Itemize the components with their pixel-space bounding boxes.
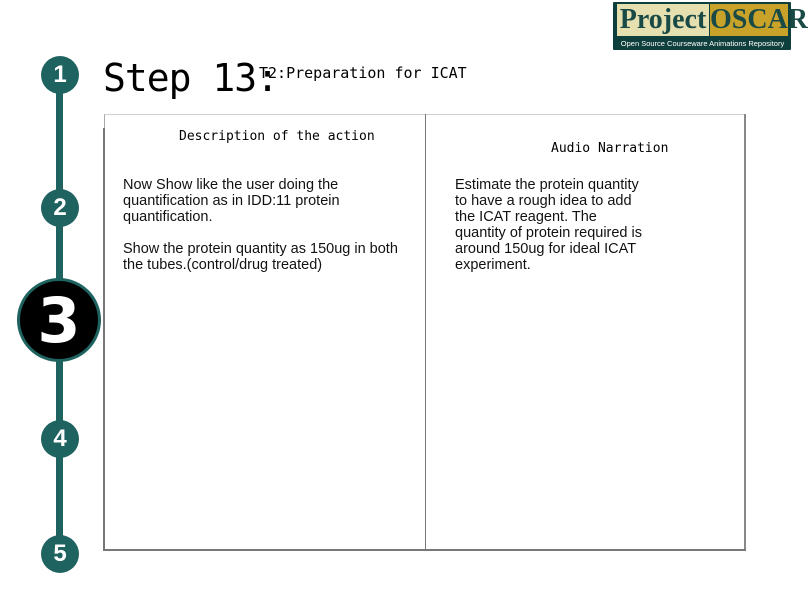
logo-project-text: Project: [617, 4, 709, 36]
logo-tagline: Open Source Courseware Animations Repository: [620, 39, 785, 48]
step-1-marker[interactable]: [41, 56, 79, 94]
description-paragraph-2: Show the protein quantity as 150ug in both the tubes.(control/drug treated): [123, 241, 398, 273]
step-3-marker-active[interactable]: [17, 278, 101, 362]
step-5-marker[interactable]: [41, 535, 79, 573]
narration-paragraph: Estimate the protein quantity to have a rough idea to add the ICAT reagent. The quantity of protein required is around 150ug for ideal ICAT experiment.: [455, 177, 642, 273]
step-title: Step 13:: [103, 56, 279, 100]
table-left-border: [103, 128, 105, 551]
logo-oscar-text: OSCAR: [710, 4, 808, 35]
table-right-border: [744, 114, 746, 551]
logo-background: [613, 2, 808, 50]
column-divider: [425, 114, 426, 551]
step-4-marker[interactable]: [41, 420, 79, 458]
table-bottom-border: [104, 549, 746, 551]
step-4-label: 4: [53, 425, 67, 452]
step-2-marker[interactable]: [41, 189, 79, 227]
step-3-label: 3: [37, 283, 81, 357]
project-oscar-logo: [611, 0, 808, 52]
step-1-label: 1: [53, 61, 67, 88]
step-2-label: 2: [53, 194, 67, 221]
step-subtitle: T2:Preparation for ICAT: [259, 64, 467, 82]
description-cell: [123, 177, 398, 289]
narration-column-header: Audio Narration: [551, 141, 669, 156]
narration-cell: [455, 177, 650, 289]
description-paragraph-1: Now Show like the user doing the quantification as in IDD:11 protein quantification.: [123, 177, 340, 225]
step-5-label: 5: [53, 540, 67, 567]
description-column-header: Description of the action: [179, 129, 375, 144]
